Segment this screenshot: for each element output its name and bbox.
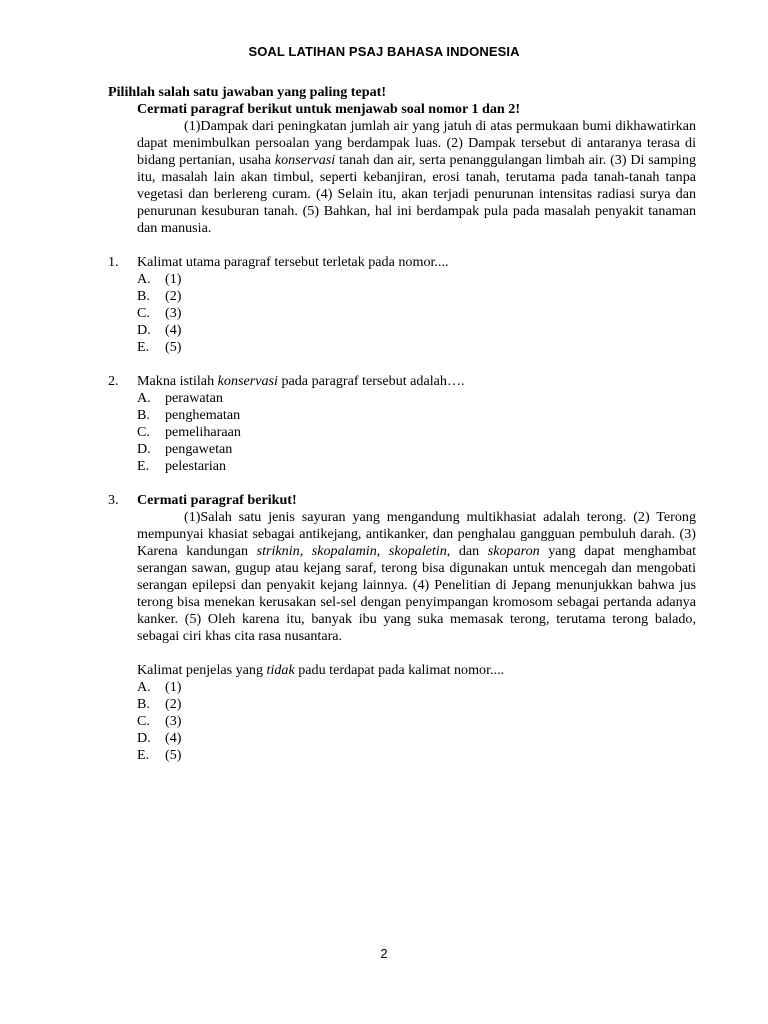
option-text: (5) (165, 339, 182, 355)
option-letter: D. (137, 730, 151, 746)
question-2-option-e (137, 458, 696, 475)
option-text: (3) (165, 305, 182, 321)
passage1-text-b: tanah dan air, serta penanggulangan limbah air. (3) Di samping itu, masalah lain akan timbul, seperti kebanjiran, erosi tanah, terutama pada tanah-tanah tanpa vegetasi dan berlereng curam. (4) Selain itu, akan terjadi penurunan intensitas radiasi surya dan penurunan kesuburan tanah. (5) Bahkan, hal ini berdampak pula pada masalah penyakit tanaman dan manusia. (137, 152, 696, 236)
q3-term-striknin: striknin (256, 543, 300, 559)
q3-separator: , (376, 543, 389, 559)
page-header: SOAL LATIHAN PSAJ BAHASA INDONESIA (248, 44, 520, 59)
q3-separator: , (299, 543, 312, 559)
page-number: 2 (380, 946, 388, 961)
question-3-heading: Cermati paragraf berikut! (137, 492, 297, 508)
question-2 (108, 373, 696, 475)
option-text: (4) (165, 730, 182, 746)
option-text: pemeliharaan (165, 424, 241, 440)
question-1-text: Kalimat utama paragraf tersebut terletak pada nomor.... (137, 254, 449, 270)
question-3-option-c (137, 713, 696, 730)
question-3-text (137, 662, 696, 679)
question-1 (108, 254, 696, 356)
q3-separator: , dan (446, 543, 488, 559)
q3-question-a: Kalimat penjelas yang (137, 662, 267, 678)
q3-question-b: padu terdapat pada kalimat nomor.... (294, 662, 505, 678)
option-letter: E. (137, 339, 150, 355)
document-content (108, 84, 696, 764)
q3-text-a: (1)Salah satu jenis sayuran yang mengandung multikhasiat adalah terong. (2) Terong mempunyai khasiat sebagai antikejang, antikanker, dan penghalau gangguan pembuluh darah. (3) Karena kandungan (137, 509, 696, 559)
question-2-number: 2. (108, 373, 119, 389)
question-2-text (137, 373, 696, 390)
passage1-heading: Cermati paragraf berikut untuk menjawab soal nomor 1 dan 2! (137, 101, 521, 117)
q3-text-b: yang dapat menghambat serangan sawan, gugup atau kejang saraf, terong bisa digunakan untuk mencegah dan mengobati serangan epilepsi dan penyakit kejang lainnya. (4) Penelitian di Jepang menunjukkan bahwa jus terong bisa menekan kerusakan sel-sel dengan penyimpangan kromosom sebagai pertanda adanya kanker. (5) Oleh karena itu, banyak ibu yang suka memasak terong, terutama terong balado, sebagai ciri khas cita rasa nusantara. (137, 543, 697, 644)
question-2-italic-term: konservasi (217, 373, 278, 389)
question-1-option-b (137, 288, 696, 305)
option-letter: A. (137, 390, 151, 406)
option-text: pelestarian (165, 458, 227, 474)
option-text: (3) (165, 713, 182, 729)
question-3-option-e (137, 747, 696, 764)
question-2-option-b (137, 407, 696, 424)
q3-question-italic: tidak (266, 662, 295, 678)
option-text: (2) (165, 288, 182, 304)
question-1-option-e (137, 339, 696, 356)
question-3-option-d (137, 730, 696, 747)
q3-term-skopaletin: skopaletin (388, 543, 447, 559)
option-text: (1) (165, 271, 182, 287)
question-3 (108, 492, 696, 764)
question-2-option-d (137, 441, 696, 458)
option-text: penghematan (165, 407, 241, 423)
question-2-text-a: Makna istilah (137, 373, 218, 389)
option-letter: C. (137, 713, 150, 729)
passage1-text-a: (1)Dampak dari peningkatan jumlah air yang jatuh di atas permukaan bumi dikhawatirkan dapat menimbulkan persoalan yang berdampak luas. (2) Dampak tersebut di antaranya terasa di bidang pertanian, usaha (137, 118, 696, 168)
option-letter: B. (137, 696, 150, 712)
question-2-text-b: pada paragraf tersebut adalah…. (277, 373, 465, 389)
question-1-option-a (137, 271, 696, 288)
q3-term-skopalamin: skopalamin (311, 543, 377, 559)
option-letter: C. (137, 305, 150, 321)
question-1-number: 1. (108, 254, 119, 270)
option-letter: E. (137, 747, 150, 763)
option-letter: B. (137, 407, 150, 423)
option-letter: D. (137, 322, 151, 338)
question-3-number: 3. (108, 492, 119, 508)
question-1-option-c (137, 305, 696, 322)
question-3-option-a (137, 679, 696, 696)
option-text: perawatan (165, 390, 223, 406)
option-text: (2) (165, 696, 182, 712)
question-2-option-c (137, 424, 696, 441)
option-letter: E. (137, 458, 150, 474)
option-letter: A. (137, 271, 151, 287)
question-3-option-b (137, 696, 696, 713)
question-3-paragraph (137, 509, 696, 645)
option-text: (5) (165, 747, 182, 763)
option-letter: A. (137, 679, 151, 695)
option-letter: C. (137, 424, 150, 440)
instruction: Pilihlah salah satu jawaban yang paling tepat! (108, 84, 387, 100)
passage1-paragraph (108, 118, 696, 237)
option-text: (4) (165, 322, 182, 338)
option-text: pengawetan (165, 441, 233, 457)
option-letter: D. (137, 441, 151, 457)
question-2-option-a (137, 390, 696, 407)
q3-term-skoparon: skoparon (487, 543, 540, 559)
passage1-italic-term: konservasi (274, 152, 336, 168)
question-1-option-d (137, 322, 696, 339)
option-letter: B. (137, 288, 150, 304)
option-text: (1) (165, 679, 182, 695)
